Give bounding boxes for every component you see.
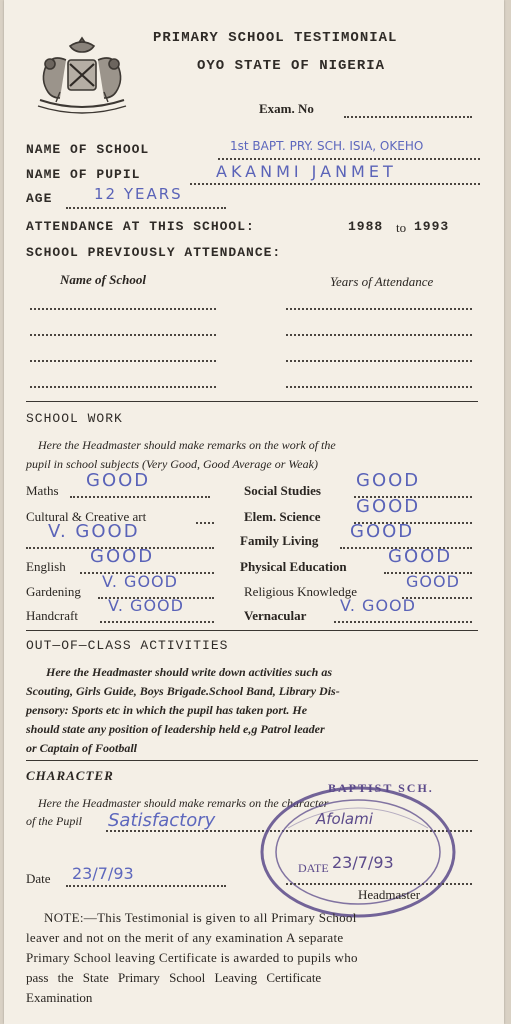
- character-instructions: of the Pupil: [26, 814, 82, 828]
- pupil-label: NAME OF PUPIL: [26, 167, 141, 182]
- stamp-date-label: DATE: [298, 861, 329, 875]
- activities-heading: OUT—OF—CLASS ACTIVITIES: [26, 638, 229, 653]
- previous-years-line: [286, 308, 472, 310]
- character-remark: Satisfactory: [108, 810, 216, 831]
- note-text: leaver and not on the merit of any examination A separate: [26, 930, 344, 945]
- date-label: Date: [26, 871, 51, 886]
- activities-text: Here the Headmaster should write down activities such as: [46, 665, 333, 679]
- previous-years-line: [286, 360, 472, 362]
- age-field-line: [66, 207, 226, 209]
- subject-grade: V. GOOD: [102, 572, 178, 591]
- subject-grade: V. GOOD: [48, 521, 140, 542]
- age-value: 12 YEARS: [94, 185, 183, 203]
- previous-years-line: [286, 334, 472, 336]
- subject-grade: GOOD: [86, 470, 151, 491]
- subject-label: Physical Education: [240, 559, 347, 574]
- stamp-date-value: 23/7/93: [332, 853, 394, 872]
- coat-of-arms-icon: [30, 34, 134, 122]
- pupil-value: AKANMI JANMET: [216, 162, 397, 181]
- previous-school-line: [30, 360, 216, 362]
- pupil-field-line: [190, 183, 480, 185]
- col-school-header: Name of School: [60, 272, 146, 287]
- note-text: pass the State Primary School Leaving Certificate: [26, 970, 322, 985]
- section-divider: [26, 630, 478, 631]
- testimonial-document: [4, 0, 504, 1024]
- note-text: Primary School leaving Certificate is awarded to pupils who: [26, 950, 358, 965]
- previous-school-line: [30, 386, 216, 388]
- exam-no-label: Exam. No: [259, 101, 314, 116]
- activities-text: or Captain of Football: [26, 741, 138, 755]
- subject-label: Elem. Science: [244, 509, 321, 524]
- school-work-instructions: Here the Headmaster should make remarks on the work of the: [38, 438, 336, 452]
- subject-field-line: [70, 496, 210, 498]
- subject-field-line: [334, 621, 472, 623]
- school-work-heading: SCHOOL WORK: [26, 411, 123, 426]
- subject-field-line: [196, 522, 214, 524]
- previous-years-line: [286, 386, 472, 388]
- subject-grade: V. GOOD: [108, 596, 184, 615]
- activities-text: pensory: Sports etc in which the pupil has taken port. He: [26, 703, 308, 717]
- character-instructions: Here the Headmaster should make remarks on the character: [38, 796, 329, 810]
- previous-school-line: [30, 334, 216, 336]
- subject-grade: GOOD: [90, 546, 155, 567]
- attendance-label: ATTENDANCE AT THIS SCHOOL:: [26, 219, 255, 234]
- stamp-text: BAPTIST SCH.: [328, 781, 434, 795]
- subject-label: Maths: [26, 483, 59, 498]
- school-value: 1st BAPT. PRY. SCH. ISIA, OKEHO: [230, 139, 424, 153]
- subject-grade: GOOD: [388, 546, 453, 567]
- date-value: 23/7/93: [72, 864, 134, 883]
- date-field-line: [66, 885, 226, 887]
- attendance-to-label: to: [396, 220, 407, 235]
- age-label: AGE: [26, 191, 53, 206]
- headmaster-label: Headmaster: [358, 887, 421, 902]
- attendance-from: 1988: [348, 219, 384, 234]
- subject-label: Social Studies: [244, 483, 321, 498]
- headmaster-signature: Afolami: [316, 810, 373, 828]
- character-heading: CHARACTER: [26, 768, 114, 783]
- school-field-line: [218, 158, 480, 160]
- subject-label: Gardening: [26, 584, 81, 599]
- school-label: NAME OF SCHOOL: [26, 142, 150, 157]
- subject-grade: GOOD: [406, 572, 460, 591]
- school-work-instructions: pupil in school subjects (Very Good, Good Average or Weak): [26, 457, 318, 471]
- note-text: Examination: [26, 990, 93, 1005]
- section-divider: [26, 760, 478, 761]
- attendance-to: 1993: [414, 219, 450, 234]
- subject-grade: GOOD: [356, 496, 421, 517]
- subject-label: Vernacular: [244, 608, 307, 623]
- subject-grade: GOOD: [350, 521, 415, 542]
- headmaster-line: [286, 883, 472, 885]
- activities-text: should state any position of leadership held e,g Patrol leader: [26, 722, 325, 736]
- subject-grade: V. GOOD: [340, 596, 416, 615]
- note-text: NOTE:—This Testimonial is given to all Primary School: [44, 910, 357, 925]
- subject-label: English: [26, 559, 66, 574]
- subject-label: Family Living: [240, 533, 319, 548]
- subject-label: Handcraft: [26, 608, 78, 623]
- exam-no-field: [344, 116, 472, 118]
- section-divider: [26, 401, 478, 402]
- subject-field-line: [100, 621, 214, 623]
- subject-label: Cultural & Creative art: [26, 509, 147, 524]
- col-years-header: Years of Attendance: [330, 274, 434, 289]
- title-line2: OYO STATE OF NIGERIA: [197, 58, 386, 74]
- activities-text: Scouting, Girls Guide, Boys Brigade.School Band, Library Dis-: [26, 684, 340, 698]
- subject-grade: GOOD: [356, 470, 421, 491]
- subject-label: Religious Knowledge: [244, 584, 358, 599]
- previous-school-label: SCHOOL PREVIOUSLY ATTENDANCE:: [26, 245, 282, 260]
- previous-school-line: [30, 308, 216, 310]
- title-line1: PRIMARY SCHOOL TESTIMONIAL: [153, 30, 398, 46]
